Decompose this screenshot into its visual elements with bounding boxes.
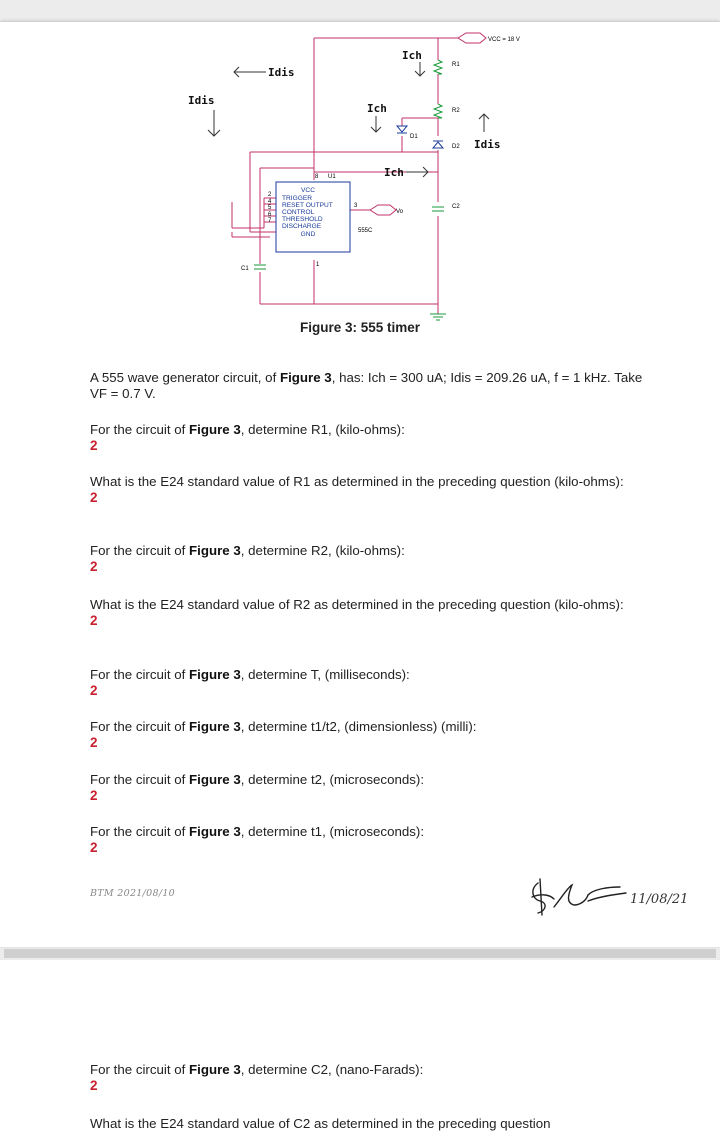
pin-name: RESET OUTPUT	[282, 202, 333, 209]
answer: 2	[90, 788, 98, 803]
answer: 2	[90, 559, 98, 574]
pin-name: TRIGGER	[282, 195, 313, 202]
page-divider	[4, 949, 716, 958]
question-8	[90, 824, 650, 856]
pin-4: 4	[268, 199, 272, 205]
document-page-2	[0, 960, 720, 1144]
problem-intro	[90, 370, 650, 402]
d1-label: D1	[410, 134, 418, 140]
c1-label: C1	[241, 266, 249, 272]
question-9	[90, 1062, 650, 1094]
figure-ref: Figure 3	[189, 1062, 241, 1077]
figure-ref: Figure 3	[189, 772, 241, 787]
c2-label: C2	[452, 204, 460, 210]
question-text: , determine t2, (microseconds):	[240, 772, 425, 787]
intro-text: A 555 wave generator circuit, of	[90, 370, 280, 385]
figure-ref: Figure 3	[189, 422, 241, 437]
question-6	[90, 719, 650, 751]
handwritten-note: BTM 2021/08/10	[90, 888, 176, 899]
question-text: For the circuit of	[90, 824, 190, 839]
figure-ref: Figure 3	[189, 543, 241, 558]
question-10	[90, 1116, 650, 1132]
idis-label-top: Idis	[268, 66, 295, 79]
pin-name: CONTROL	[282, 209, 315, 216]
idis-label-left: Idis	[188, 94, 215, 107]
question-text: For the circuit of	[90, 667, 190, 682]
pin-name: GND	[300, 231, 316, 238]
figure-ref: Figure 3	[189, 719, 241, 734]
ich-label-low: Ich	[384, 166, 404, 179]
question-4	[90, 597, 650, 629]
r2-label: R2	[452, 108, 460, 114]
pin-3: 3	[354, 203, 358, 209]
intro-text: , has: Ich = 300 uA; Idis = 209.26 uA, f = 1 kHz. Take VF = 0.7 V.	[90, 370, 643, 401]
question-text: , determine C2, (nano-Farads):	[240, 1062, 424, 1077]
answer: 2	[90, 735, 98, 750]
vcc-label: VCC = 18 V	[488, 37, 520, 43]
question-1	[90, 422, 650, 454]
pin-1: 1	[316, 262, 320, 268]
question-text: For the circuit of	[90, 1062, 190, 1077]
question-text: For the circuit of	[90, 543, 190, 558]
question-text: , determine t1/t2, (dimensionless) (milli):	[240, 719, 477, 734]
question-text: For the circuit of	[90, 772, 190, 787]
pin-5: 5	[268, 205, 272, 211]
question-text: What is the E24 standard value of R1 as determined in the preceding question (kilo-ohms):	[90, 474, 624, 489]
pin-name: DISCHARGE	[282, 223, 322, 230]
question-text: What is the E24 standard value of R2 as determined in the preceding question (kilo-ohms):	[90, 597, 624, 612]
pin-name: THRESHOLD	[282, 216, 323, 223]
r1-label: R1	[452, 62, 460, 68]
answer: 2	[90, 840, 98, 855]
figure-ref: Figure 3	[189, 667, 241, 682]
question-text: For the circuit of	[90, 422, 190, 437]
answer: 2	[90, 490, 98, 505]
idis-label-right: Idis	[474, 138, 501, 151]
figure-caption: Figure 3: 555 timer	[299, 320, 421, 335]
pin-2: 2	[268, 192, 272, 198]
question-3	[90, 543, 650, 575]
figure-ref: Figure 3	[189, 824, 241, 839]
question-text: What is the E24 standard value of C2 as determined in the preceding question	[90, 1116, 551, 1131]
question-text: , determine R1, (kilo-ohms):	[240, 422, 405, 437]
pin-name: VCC	[301, 187, 315, 194]
answer: 2	[90, 438, 98, 453]
question-7	[90, 772, 650, 804]
question-5	[90, 667, 650, 699]
answer: 2	[90, 683, 98, 698]
chip-label: 555C	[358, 228, 373, 234]
ich-label-mid: Ich	[367, 102, 387, 115]
answer: 2	[90, 613, 98, 628]
document-page-1	[0, 22, 720, 947]
answer: 2	[90, 1078, 98, 1093]
pin-8: 8	[315, 174, 319, 180]
signature-date: 11/08/21	[630, 892, 689, 907]
signature	[528, 877, 638, 917]
d2-label: D2	[452, 144, 460, 150]
u1-label: U1	[328, 174, 336, 180]
question-text: For the circuit of	[90, 719, 190, 734]
question-text: , determine R2, (kilo-ohms):	[240, 543, 405, 558]
question-2	[90, 474, 650, 506]
question-text: , determine T, (milliseconds):	[240, 667, 410, 682]
intro-figure-ref: Figure 3	[279, 370, 332, 385]
circuit-diagram	[180, 32, 540, 322]
pin-6: 6	[268, 212, 272, 218]
question-text: , determine t1, (microseconds):	[240, 824, 425, 839]
vo-label: Vo	[396, 209, 404, 215]
ich-label-top: Ich	[402, 49, 422, 62]
pin-7: 7	[268, 218, 272, 224]
